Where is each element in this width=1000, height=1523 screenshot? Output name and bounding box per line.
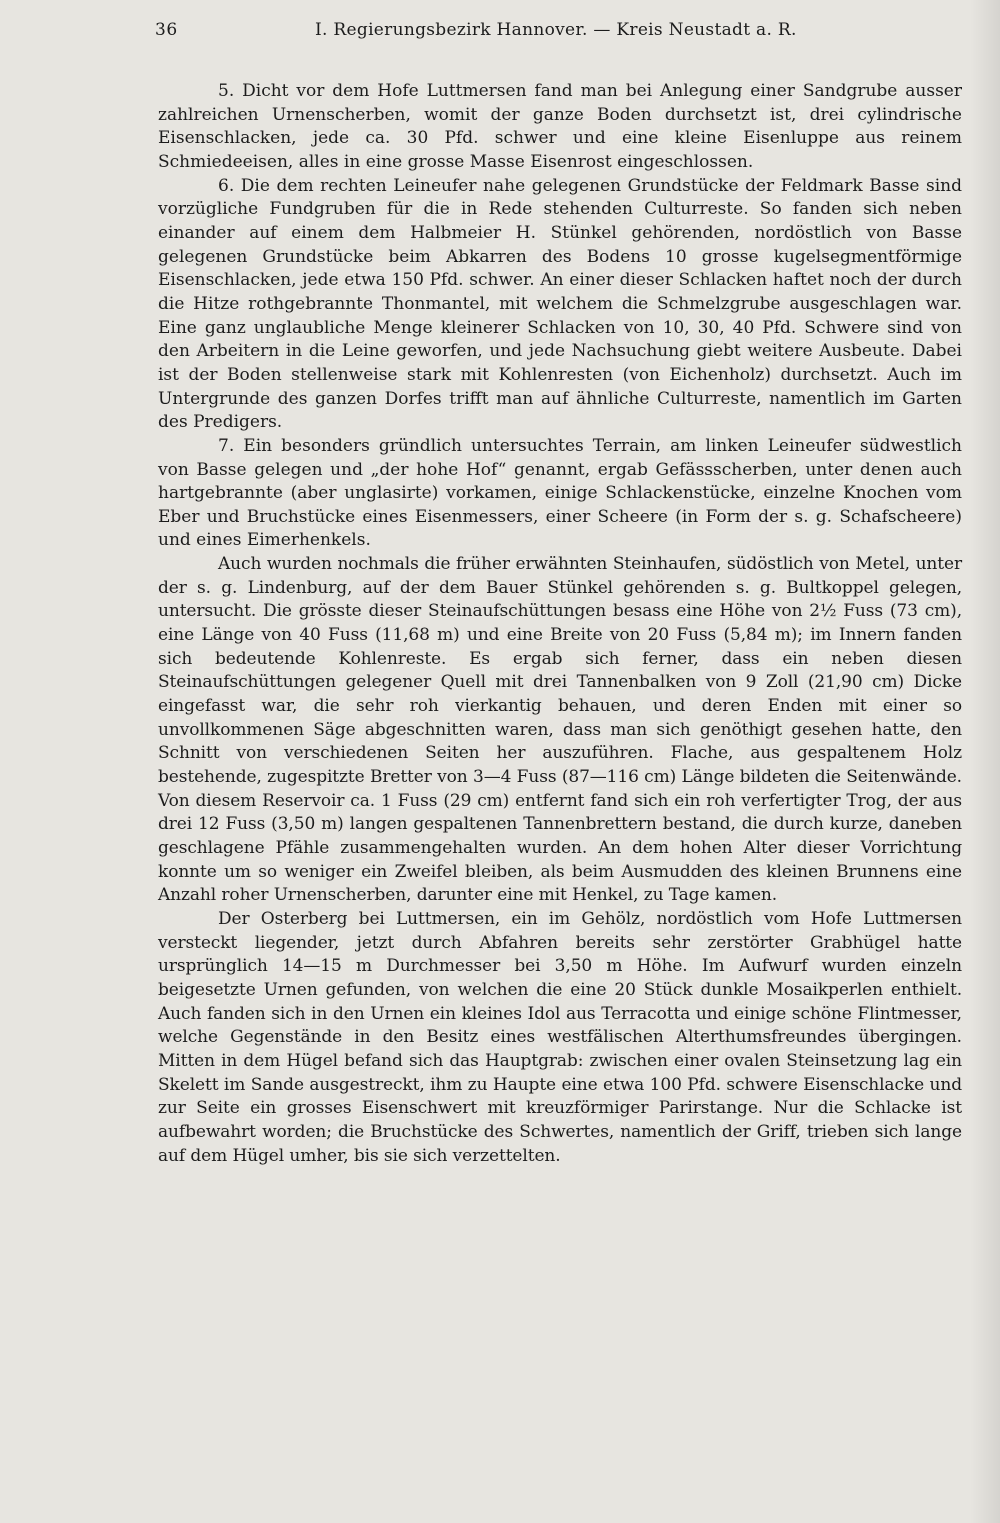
body-text bbox=[158, 80, 962, 1168]
page-edge-shadow bbox=[970, 0, 1000, 1523]
page-header bbox=[155, 20, 955, 50]
paragraph-osterberg: Der Osterberg bei Luttmersen, ein im Gehölz, nordöstlich vom Hofe Luttmersen versteckt liegender, jetzt durch Abfahren bereits sehr zerstörter Grabhügel hatte ursprünglich 14—15 m Durchmesser bei 3,50 m Höhe. Im Aufwurf wurden einzeln beigesetzte Urnen gefunden, von welchen die eine 20 Stück dunkle Mosaikperlen enthielt. Auch fanden sich in den Urnen ein kleines Idol aus Terracotta und einige schöne Flintmesser, welche Gegenstände in den Besitz eines westfälischen Alterthumsfreundes übergingen. Mitten in dem Hügel befand sich das Hauptgrab: zwischen einer ovalen Steinsetzung lag ein Skelett im Sande ausgestreckt, ihm zu Haupte eine etwa 100 Pfd. schwere Eisenschlacke und zur Seite ein grosses Eisenschwert mit kreuzförmiger Parirstange. Nur die Schlacke ist aufbewahrt worden; die Bruchstücke des Schwertes, namentlich der Griff, trieben sich lange auf dem Hügel umher, bis sie sich verzettelten. bbox=[158, 908, 962, 1166]
paragraph-5: 5. Dicht vor dem Hofe Luttmersen fand man bei Anlegung einer Sandgrube ausser zahlreichen Urnenscherben, womit der ganze Boden durchsetzt ist, drei cylindrische Eisenschlacken, jede ca. 30 Pfd. schwer und eine kleine Eisenluppe aus reinem Schmiedeeisen, alles in eine grosse Masse Eisenrost eingeschlossen. bbox=[158, 81, 962, 172]
paragraph-steinhaufen: Auch wurden nochmals die früher erwähnten Steinhaufen, südöstlich von Metel, unter der s. g. Lindenburg, auf der dem Bauer Stünkel gehörenden s. g. Bultkoppel gelegen, untersucht. Die grösste dieser Steinaufschüttungen besass eine Höhe von 2½ Fuss (73 cm), eine Länge von 40 Fuss (11,68 m) und eine Breite von 20 Fuss (5,84 m); im Innern fanden sich bedeutende Kohlenreste. Es ergab sich ferner, dass ein neben diesen Steinaufschüttungen gelegener Quell mit drei Tannenbalken von 9 Zoll (21,90 cm) Dicke eingefasst war, die sehr roh vierkantig behauen, und deren Enden mit einer so unvollkommenen Säge abgeschnitten waren, dass man sich genöthigt gesehen hatte, den Schnitt von verschiedenen Seiten her auszuführen. Flache, aus gespaltenem Holz bestehende, zugespitzte Bretter von 3—4 Fuss (87—116 cm) Länge bildeten die Seitenwände. Von diesem Reservoir ca. 1 Fuss (29 cm) entfernt fand sich ein roh verfertigter Trog, der aus drei 12 Fuss (3,50 m) langen gespaltenen Tannenbrettern bestand, die durch kurze, daneben geschlagene Pfähle zusammengehalten wurden. An dem hohen Alter dieser Vorrichtung konnte um so weniger ein Zweifel bleiben, als beim Ausmudden des kleinen Brunnens eine Anzahl roher Urnenscherben, darunter eine mit Henkel, zu Tage kamen. bbox=[158, 554, 962, 906]
page-number: 36 bbox=[155, 20, 178, 40]
paragraph-7: 7. Ein besonders gründlich untersuchtes Terrain, am linken Leineufer südwestlich von Basse gelegen und „der hohe Hof“ genannt, ergab Gefässscherben, unter denen auch hartgebrannte (aber unglasirte) vorkamen, einige Schlackenstücke, einzelne Knochen vom Eber und Bruchstücke eines Eisenmessers, einer Scheere (in Form der s. g. Schafscheere) und eines Eimerhenkels. bbox=[158, 435, 962, 551]
running-head: I. Regierungsbezirk Hannover. — Kreis Neustadt a. R. bbox=[315, 20, 797, 40]
paragraph-6: 6. Die dem rechten Leineufer nahe gelegenen Grundstücke der Feldmark Basse sind vorzügliche Fundgruben für die in Rede stehenden Culturreste. So fanden sich neben einander auf einem dem Halbmeier H. Stünkel gehörenden, nordöstlich von Basse gelegenen Grundstücke beim Abkarren des Bodens 10 grosse kugelsegmentförmige Eisenschlacken, jede etwa 150 Pfd. schwer. An einer dieser Schlacken haftet noch der durch die Hitze rothgebrannte Thonmantel, mit welchem die Schmelzgrube ausgeschlagen war. Eine ganz unglaubliche Menge kleinerer Schlacken von 10, 30, 40 Pfd. Schwere sind von den Arbeitern in die Leine geworfen, und jede Nachsuchung giebt weitere Ausbeute. Dabei ist der Boden stellenweise stark mit Kohlenresten (von Eichenholz) durchsetzt. Auch im Untergrunde des ganzen Dorfes trifft man auf ähnliche Culturreste, namentlich im Garten des Predigers. bbox=[158, 175, 962, 433]
